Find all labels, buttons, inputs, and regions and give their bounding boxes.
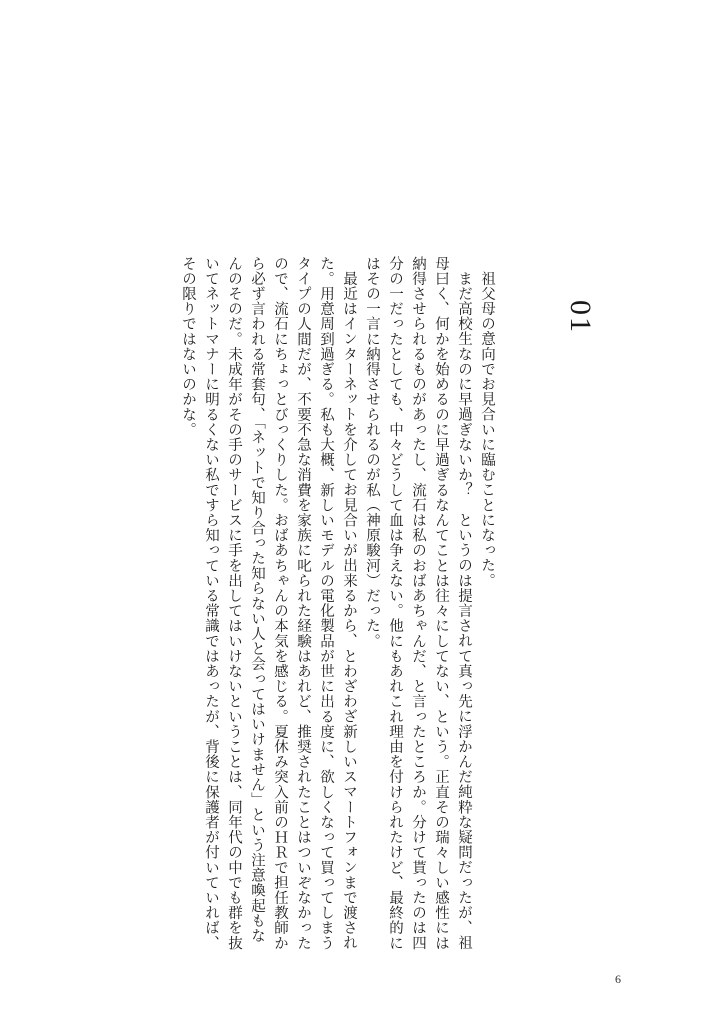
- paragraph: 祖父母の意向でお見合いに臨むことになった。: [479, 270, 495, 588]
- page-number: 6: [615, 972, 621, 986]
- paragraph: 最近はインターネットを介してお見合いが出来るから、とわざわざ新しいスマートフォンまで渡された。用意周到過ぎる。私も大概、新しいモデルの電化製品が世に出る度に、欲しくなって買ってしまうタイプの人間だが、不要不急な消費を家族に叱られた経験はあれど、推奨されたことはついぞなかったので、流石にちょっとびっくりした。おばあちゃんの本気を感じる。夏休み突入前のＨＲで担任教師から必ず言われる常套句、「ネットで知り合った知らない人と会ってはいけません」という注意喚起もなんのそのだ。未成年がその手のサービスに手を出してはいけないということは、同年代の中でも群を抜いてネットマナーに明るくない私ですら知っている常識ではあったが、背後に保護者が付いていれば、その限りではないのかな。: [180, 256, 357, 951]
- chapter-number: 01: [564, 300, 597, 334]
- paragraph: まだ高校生なのに早過ぎないか？ というのは提言されて真っ先に浮かんだ純粋な疑問だったが、祖母曰く、何かを始めるのに早過ぎるなんてことは往々にしてない、という。正直その瑞々しい感性には納得させられるものがあったし、流石は私のおばあちゃんだ、と言ったところか。分けて貰ったのは四分の一だったとしても、中々どうして血は争えない。他にもあれこれ理由を付けられたけど、最終的にはその一言に納得させられるのが私（神原駿河）だった。: [364, 256, 472, 951]
- body-text: [176, 256, 498, 956]
